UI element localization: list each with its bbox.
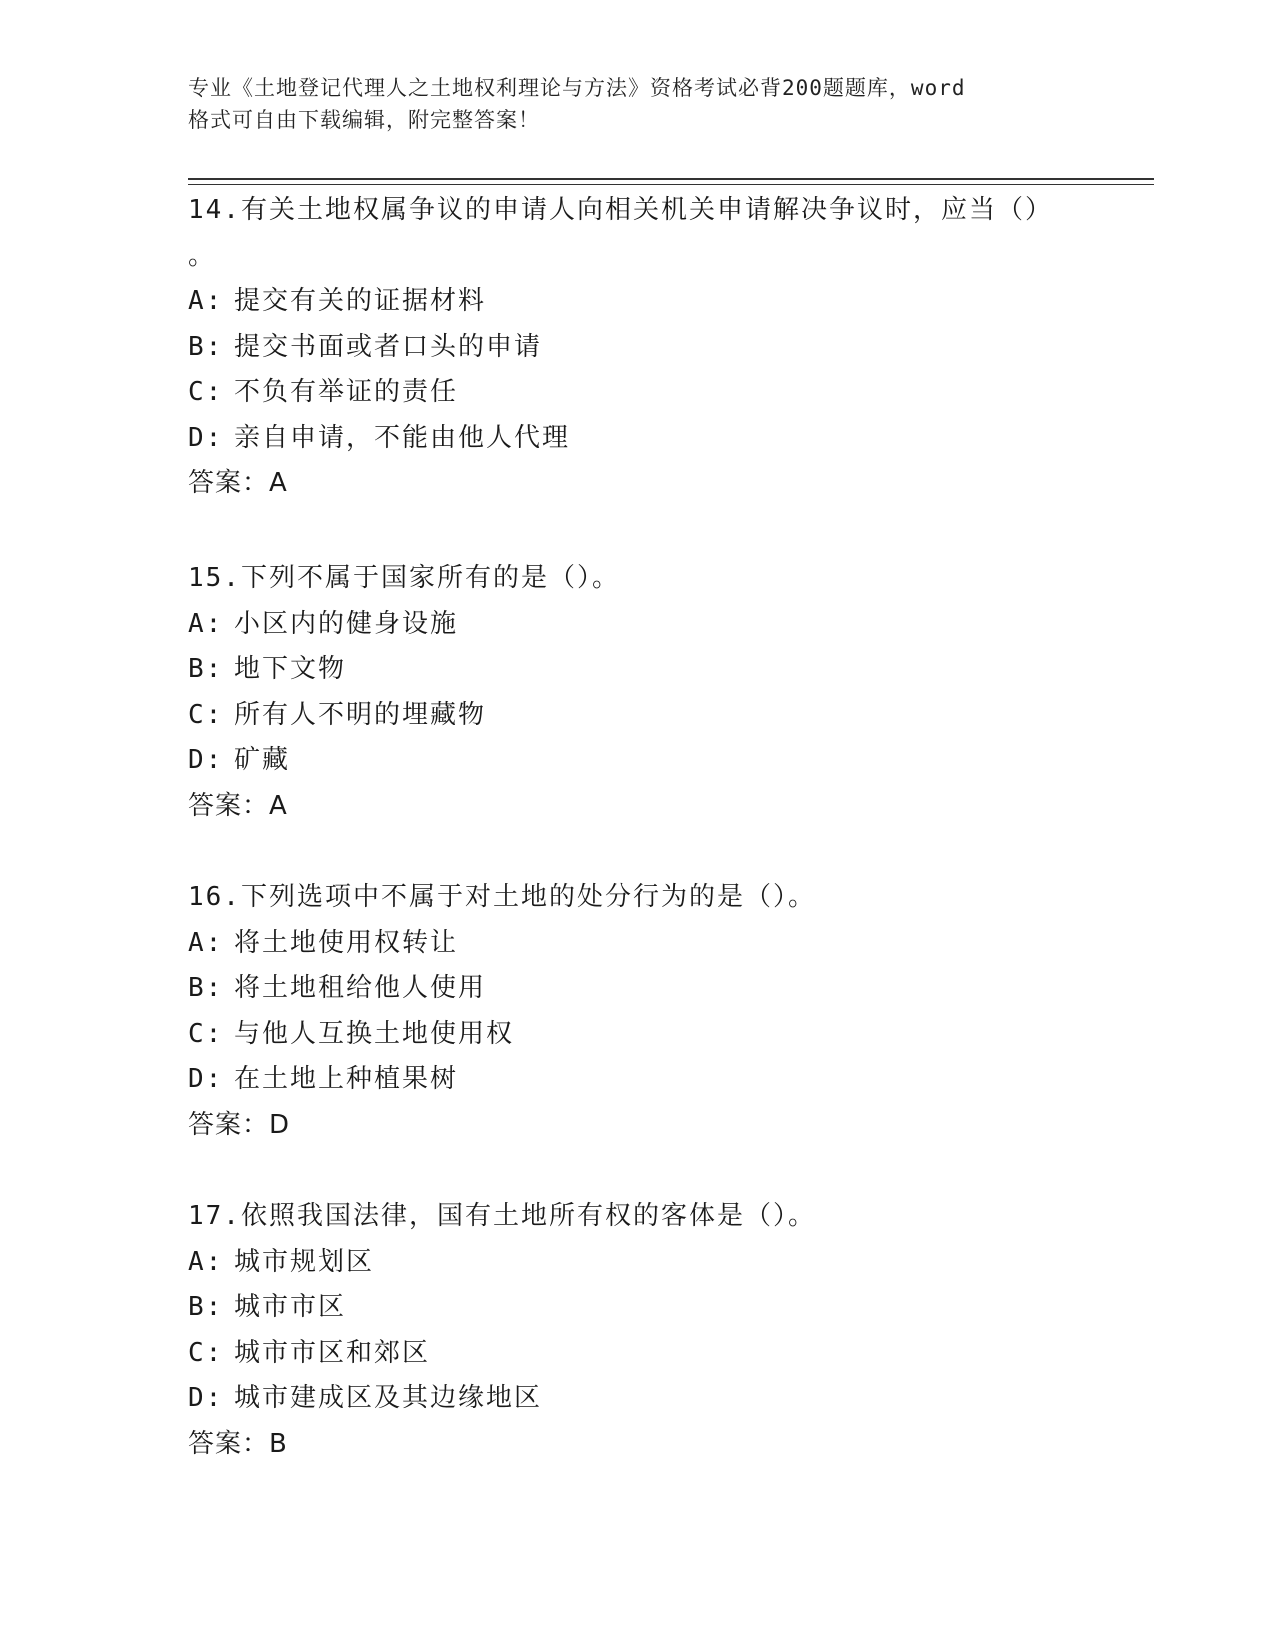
option-a [188,921,1108,967]
option-letter: A: [188,1246,224,1277]
answer: 答案：B [188,1428,288,1459]
question-15 [188,556,1108,829]
option-letter: B: [188,973,224,1003]
option-letter: B: [188,1292,224,1322]
answer: 答案：A [188,790,288,821]
option-letter: C: [188,699,224,730]
option-text: 所有人不明的埋藏物 [234,699,487,730]
question-17 [188,1194,1108,1467]
option-text: 将土地租给他人使用 [234,973,487,1003]
option-text: 小区内的健身设施 [234,608,459,639]
option-b [188,966,1108,1012]
option-letter: A: [188,927,224,958]
option-letter: D: [188,745,224,775]
question-16 [188,875,1108,1148]
option-letter: C: [188,1337,224,1368]
option-text: 与他人互换土地使用权 [234,1018,515,1049]
option-text: 不负有举证的责任 [234,377,459,407]
option-d [188,1376,1108,1422]
option-c [188,1012,1108,1058]
option-letter: C: [188,377,224,407]
option-d [188,738,1108,784]
option-a [188,1240,1108,1286]
option-text: 城市规划区 [234,1246,375,1277]
option-text: 亲自申请，不能由他人代理 [234,422,571,453]
answer: 答案：D [188,1109,291,1140]
option-letter: A: [188,286,224,316]
question-stem: 14.有关土地权属争议的申请人向相关机关申请解决争议时，应当（） [188,195,1053,225]
option-letter: A: [188,608,224,639]
option-c [188,370,1108,416]
option-b [188,647,1108,693]
question-14 [188,188,1108,507]
option-letter: D: [188,422,224,453]
option-letter: B: [188,331,224,362]
option-text: 城市市区和郊区 [234,1337,431,1368]
option-a [188,279,1108,325]
question-stem: 16.下列选项中不属于对土地的处分行为的是（）。 [188,882,816,912]
header-line-1: 专业《土地登记代理人之土地权利理论与方法》资格考试必背200题题库，word [188,76,966,100]
option-text: 城市市区 [234,1292,347,1322]
option-d [188,416,1108,462]
question-stem-tail: 。 [188,240,217,271]
option-letter: D: [188,1383,224,1413]
header-line-2: 格式可自由下载编辑，附完整答案！ [188,108,540,132]
option-text: 矿藏 [234,745,291,775]
option-text: 在土地上种植果树 [234,1064,459,1094]
question-stem: 15.下列不属于国家所有的是（）。 [188,563,620,593]
answer: 答案：A [188,468,288,498]
option-text: 地下文物 [234,654,347,684]
option-c [188,1331,1108,1377]
option-letter: C: [188,1018,224,1049]
option-text: 城市建成区及其边缘地区 [234,1383,543,1413]
option-b [188,325,1108,371]
option-text: 将土地使用权转让 [234,927,459,958]
header-divider-thin [188,184,1154,185]
option-text: 提交书面或者口头的申请 [234,331,543,362]
option-letter: B: [188,654,224,684]
option-d [188,1057,1108,1103]
option-c [188,693,1108,739]
option-a [188,602,1108,648]
option-text: 提交有关的证据材料 [234,286,487,316]
question-stem: 17.依照我国法律，国有土地所有权的客体是（）。 [188,1201,816,1231]
option-b [188,1285,1108,1331]
document-header [188,72,1068,136]
header-divider-thick [188,178,1154,180]
option-letter: D: [188,1064,224,1094]
